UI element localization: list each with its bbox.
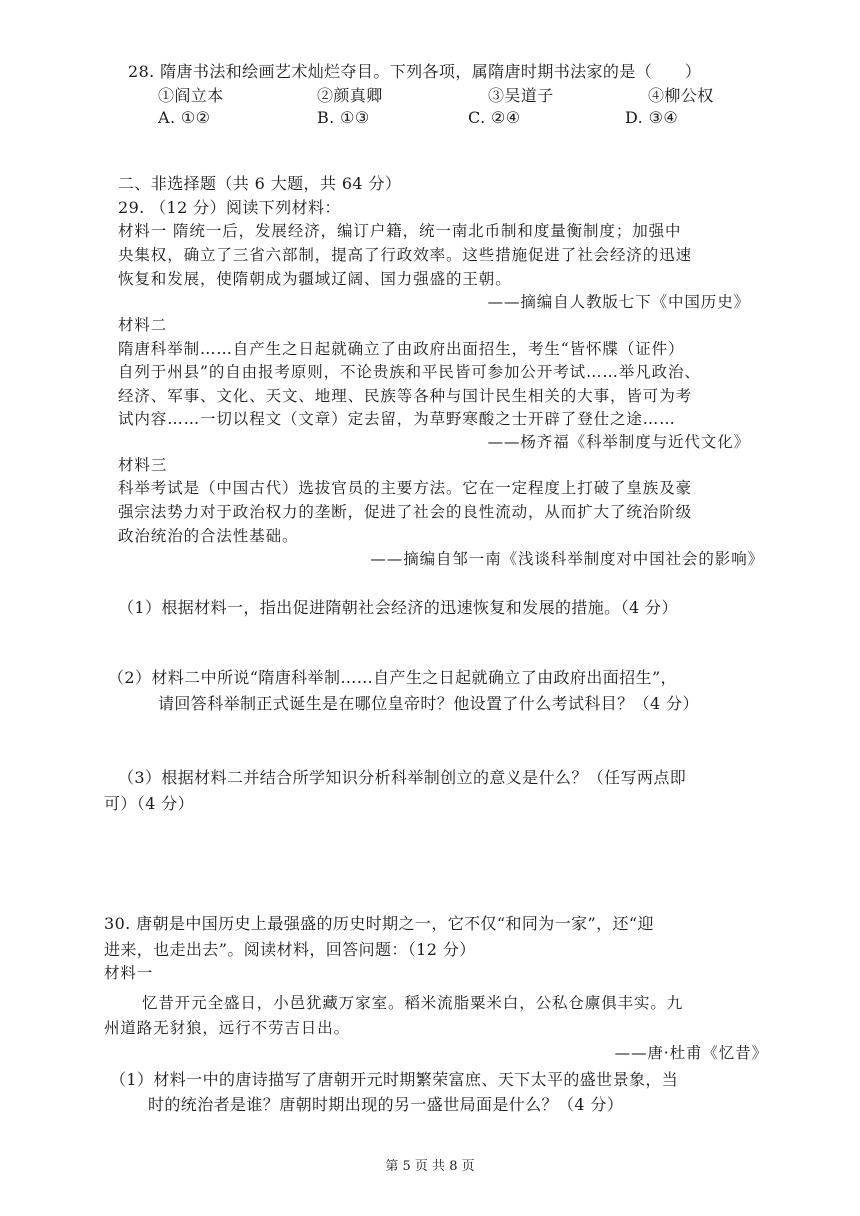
q29-material2-label: 材料二 — [118, 316, 168, 334]
q29-subquestion-1: （1）根据材料一，指出促进隋朝社会经济的迅速恢复和发展的措施。（4 分） — [118, 598, 678, 617]
q30-material1-source: ——唐·杜甫《忆昔》 — [614, 1044, 768, 1062]
q28-stem: 28. 隋唐书法和绘画艺术灿烂夺目。下列各项，属隋唐时期书法家的是（ ） — [128, 62, 702, 81]
q29-material2-line: 自列于州县”的自由报考原则，不论贵族和平民皆可参加公开考试……举凡政治、 — [118, 363, 701, 381]
q29-material2-line: 试内容……一切以程文（文章）定去留，为草野寒酸之士开辟了登仕之途…… — [118, 410, 676, 428]
q30-stem-line: 进来，也走出去”。阅读材料，回答问题：（12 分） — [104, 940, 476, 959]
q28-items — [0, 88, 860, 108]
q28-option: D. ③④ — [625, 108, 679, 127]
q28-item: ④柳公权 — [648, 86, 714, 105]
q30-material1-line: 忆昔开元全盛日，小邑犹藏万家室。稻米流脂粟米白，公私仓廪俱丰实。九 — [142, 994, 684, 1012]
q30-subquestion-1-line: （1）材料一中的唐诗描写了唐朝开元时期繁荣富庶、天下太平的盛世景象，当 — [110, 1070, 679, 1089]
q28-item: ②颜真卿 — [317, 86, 383, 105]
q29-material3-source: ——摘编自邹一南《浅谈科举制度对中国社会的影响》 — [370, 550, 764, 568]
q29-subquestion-3-line: 可）（4 分） — [104, 794, 195, 813]
q28-item: ③吴道子 — [488, 86, 554, 105]
q29-material2-line: 经济、军事、文化、天文、地理、民族等各种与国计民生相关的大事，皆可为考 — [118, 387, 693, 405]
q29-material1-line: 恢复和发展，使隋朝成为疆域辽阔、国力强盛的王朝。 — [118, 270, 512, 288]
q29-subquestion-3-line: （3）根据材料二并结合所学知识分析科举制创立的意义是什么？（任写两点即 — [118, 768, 687, 787]
q29-material3-label: 材料三 — [118, 456, 168, 474]
q29-subquestion-2-line: （2）材料二中所说“隋唐科举制……自产生之日起就确立了由政府出面招生”， — [108, 668, 677, 687]
q29-intro: 29. （12 分）阅读下列材料： — [118, 198, 341, 217]
section-heading: 二、非选择题（共 6 大题，共 64 分） — [118, 174, 402, 193]
q30-stem-line: 30. 唐朝是中国历史上最强盛的历史时期之一，它不仅“和同为一家”，还“迎 — [104, 914, 654, 933]
page-number: 第 5 页 共 8 页 — [385, 1159, 475, 1174]
q30-material1-label: 材料一 — [104, 964, 154, 982]
q29-material3-line: 政治统治的合法性基础。 — [118, 527, 299, 545]
q28-item: ①阎立本 — [158, 86, 224, 105]
q30-subquestion-1-line: 时的统治者是谁？唐朝时期出现的另一盛世局面是什么？（4 分） — [148, 1095, 624, 1114]
q28-option: B. ①③ — [317, 108, 370, 127]
q29-material1-source: ——摘编自人教版七下《中国历史》 — [487, 293, 750, 311]
q28-options — [0, 110, 860, 130]
q29-material3-line: 强宗法势力对于政治权力的垄断，促进了社会的良性流动，从而扩大了统治阶级 — [118, 503, 693, 521]
q29-material2-source: ——杨齐福《科举制度与近代文化》 — [487, 433, 750, 451]
q28-option: C. ②④ — [468, 108, 521, 127]
q29-material3-line: 科举考试是（中国古代）选拔官员的主要方法。它在一定程度上打破了皇族及豪 — [118, 479, 693, 497]
q29-material1-line: 央集权，确立了三省六部制，提高了行政效率。这些措施促进了社会经济的迅速 — [118, 246, 693, 264]
q29-material1-line: 材料一 隋统一后，发展经济，编订户籍，统一南北币制和度量衡制度；加强中 — [118, 222, 682, 240]
q30-material1-line: 州道路无豺狼，远行不劳吉日出。 — [104, 1019, 351, 1037]
q28-option: A. ①② — [158, 108, 211, 127]
q29-subquestion-2-line: 请回答科举制正式诞生是在哪位皇帝时？他设置了什么考试科目？（4 分） — [158, 694, 699, 713]
q29-material2-line: 隋唐科举制……自产生之日起就确立了由政府出面招生，考生“皆怀牒（证件） — [118, 340, 685, 358]
